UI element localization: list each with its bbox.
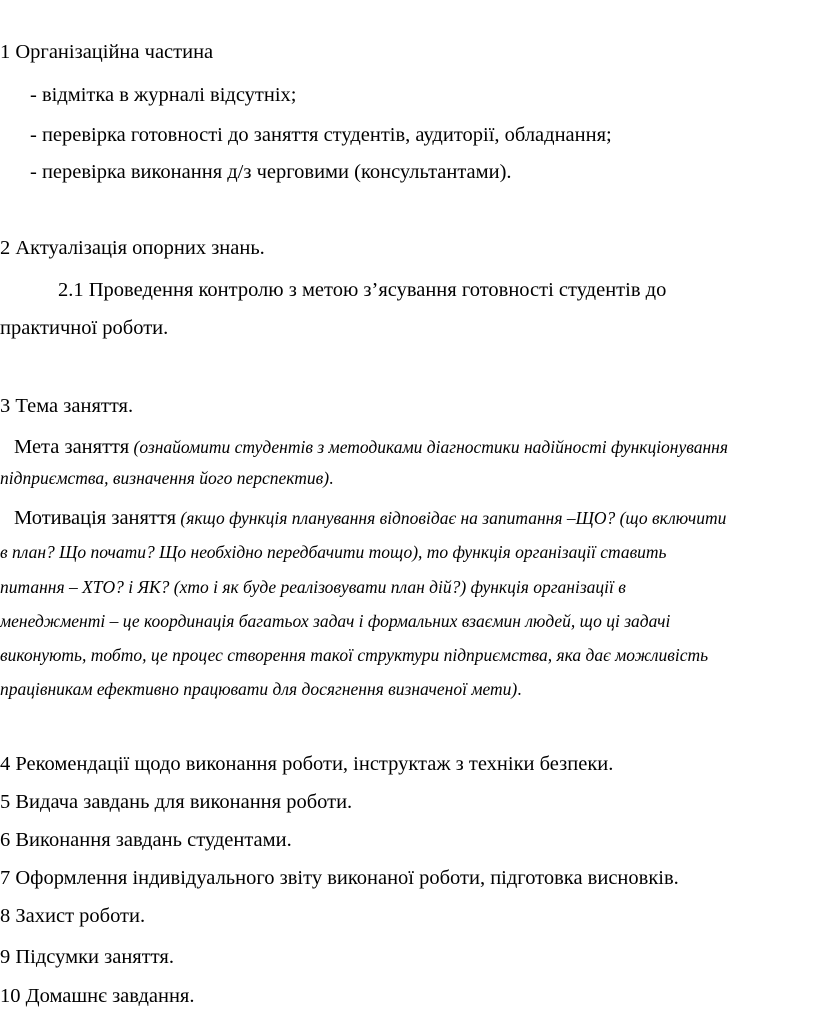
section-3-title: 3 Тема заняття. [0,395,134,417]
lesson-goal-line-2 [0,470,333,488]
motivation-line-6 [0,681,522,699]
motivation-line-3: питання – ХТО? і ЯК? (хто і як буде реалізовувати план дій?) функція організації в [0,577,626,597]
step-item: 8 Захист роботи. [0,905,146,927]
motivation-line-5: виконують, тобто, це процес створення такої структури підприємства, яка дає можливість [0,645,709,665]
motivation-line-1 [14,508,726,529]
lesson-goal-text-cont: підприємства, визначення його перспектив) [0,468,330,488]
lesson-goal-label: Мета заняття [14,436,130,458]
step-item: 9 Підсумки заняття. [0,946,174,968]
step-item: 4 Рекомендації щодо виконання роботи, інструктаж з техніки безпеки. [0,753,614,775]
section-2-sub-line-1: 2.1 Проведення контролю з метою з’ясування готовності студентів до [58,279,667,301]
step-item: 7 Оформлення індивідуального звіту виконаної роботи, підготовка висновків. [0,867,679,889]
step-item: 10 Домашнє завдання. [0,985,195,1007]
motivation-line-4: менеджменті – це координація багатьох задач і формальних взаємин людей, що ці задачі [0,611,671,631]
lesson-goal-end: . [329,468,334,488]
section-1-item: - відмітка в журналі відсутніх; [30,84,297,106]
section-1-title: 1 Організаційна частина [0,41,214,63]
motivation-text-cont: працівникам ефективно працювати для досягнення визначеної мети) [0,679,518,699]
section-1-item: - перевірка готовності до заняття студентів, аудиторії, обладнання; [30,124,612,146]
step-item: 6 Виконання завдань студентами. [0,829,292,851]
lesson-goal-line-1 [14,437,728,458]
section-1-item: - перевірка виконання д/з черговими (консультантами). [30,161,512,183]
section-2-sub-line-2: практичної роботи. [0,317,169,339]
motivation-label: Мотивація заняття [14,507,177,529]
step-item: 5 Видача завдань для виконання роботи. [0,791,353,813]
lesson-goal-text: (ознайомити студентів з методиками діагностики надійності функціонування [133,437,728,457]
motivation-end: . [517,679,522,699]
motivation-text: (якщо функція планування відповідає на запитання –ЩО? (що включити [180,508,727,528]
motivation-line-2: в план? Що почати? Що необхідно передбачити тощо), то функція організації ставить [0,542,667,562]
section-2-title: 2 Актуалізація опорних знань. [0,237,265,259]
